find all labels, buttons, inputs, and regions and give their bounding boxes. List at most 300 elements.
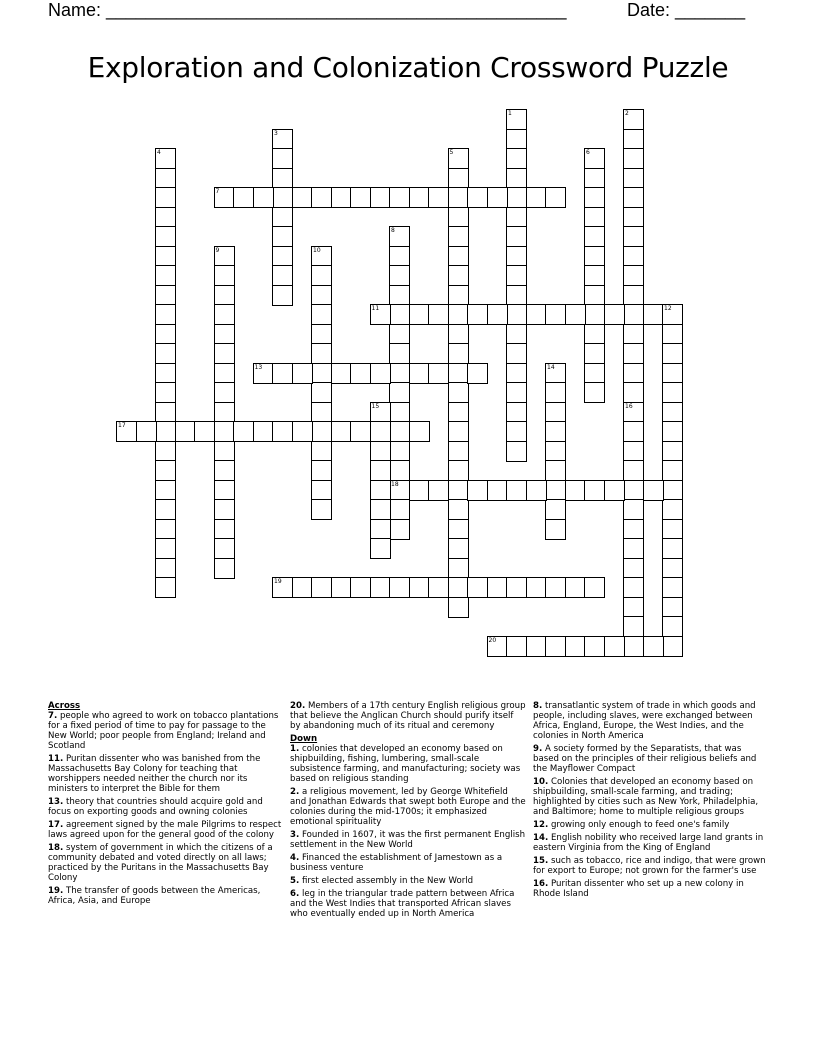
- grid-cell[interactable]: [565, 304, 586, 325]
- grid-cell[interactable]: [155, 207, 176, 228]
- grid-cell[interactable]: [545, 480, 566, 501]
- clue-number: 15: [371, 402, 380, 410]
- grid-cell[interactable]: [448, 597, 469, 618]
- grid-cell[interactable]: [389, 285, 410, 306]
- grid-cell[interactable]: [389, 304, 410, 325]
- grid-cell[interactable]: [448, 168, 469, 189]
- grid-cell[interactable]: [311, 421, 332, 442]
- grid-cell[interactable]: [272, 246, 293, 267]
- clue-text: theory that countries should acquire gold and focus on exporting goods and owning colonies: [48, 797, 263, 817]
- grid-cell[interactable]: [623, 519, 644, 540]
- grid-cell[interactable]: [428, 304, 449, 325]
- grid-cell[interactable]: [370, 538, 391, 559]
- grid-cell[interactable]: [311, 382, 332, 403]
- clue-number-label: 19.: [48, 886, 64, 896]
- grid-cell[interactable]: [155, 499, 176, 520]
- grid-cell[interactable]: [487, 187, 508, 208]
- grid-cell[interactable]: [604, 304, 625, 325]
- grid-cell[interactable]: [448, 187, 469, 208]
- grid-cell[interactable]: [448, 304, 469, 325]
- grid-cell[interactable]: [584, 285, 605, 306]
- grid-cell[interactable]: [545, 187, 566, 208]
- grid-cell[interactable]: [565, 480, 586, 501]
- grid-cell[interactable]: [545, 636, 566, 657]
- grid-cell[interactable]: [292, 577, 313, 598]
- grid-cell[interactable]: [623, 187, 644, 208]
- grid-cell[interactable]: [155, 343, 176, 364]
- clue-item: [48, 886, 284, 906]
- grid-cell[interactable]: [662, 460, 683, 481]
- grid-cell[interactable]: [311, 441, 332, 462]
- grid-cell[interactable]: [506, 421, 527, 442]
- grid-cell[interactable]: [662, 343, 683, 364]
- grid-cell[interactable]: [623, 382, 644, 403]
- grid-cell[interactable]: [214, 421, 235, 442]
- grid-cell[interactable]: [623, 480, 644, 501]
- grid-cell[interactable]: [506, 285, 527, 306]
- grid-cell[interactable]: [214, 265, 235, 286]
- grid-cell[interactable]: [194, 421, 215, 442]
- grid-cell[interactable]: [623, 226, 644, 247]
- grid-cell[interactable]: [253, 421, 274, 442]
- grid-cell[interactable]: [136, 421, 157, 442]
- grid-cell[interactable]: [448, 577, 469, 598]
- grid-cell[interactable]: [584, 343, 605, 364]
- clue-text: Puritan dissenter who set up a new colony in Rhode Island: [533, 879, 744, 899]
- grid-cell[interactable]: [311, 285, 332, 306]
- grid-cell[interactable]: [155, 441, 176, 462]
- grid-cell[interactable]: [370, 441, 391, 462]
- grid-cell[interactable]: [448, 402, 469, 423]
- grid-cell[interactable]: [214, 441, 235, 462]
- grid-cell[interactable]: [155, 324, 176, 345]
- grid-cell[interactable]: [155, 265, 176, 286]
- grid-cell[interactable]: [370, 460, 391, 481]
- grid-cell[interactable]: [623, 558, 644, 579]
- grid-cell[interactable]: [155, 577, 176, 598]
- grid-cell[interactable]: [584, 226, 605, 247]
- clue-number-label: 9.: [533, 744, 543, 754]
- grid-cell[interactable]: [350, 577, 371, 598]
- across-heading: Across: [48, 701, 81, 711]
- grid-cell[interactable]: [214, 519, 235, 540]
- grid-cell[interactable]: [467, 577, 488, 598]
- grid-cell[interactable]: [662, 558, 683, 579]
- grid-cell[interactable]: [448, 558, 469, 579]
- grid-cell[interactable]: [506, 168, 527, 189]
- clue-number: 13: [254, 363, 263, 371]
- grid-cell[interactable]: [526, 304, 547, 325]
- grid-cell[interactable]: [623, 499, 644, 520]
- grid-cell[interactable]: [662, 538, 683, 559]
- grid-cell[interactable]: [214, 402, 235, 423]
- grid-cell[interactable]: [506, 402, 527, 423]
- grid-cell[interactable]: [370, 421, 391, 442]
- grid-cell[interactable]: [389, 460, 410, 481]
- clue-number-label: 7.: [48, 711, 58, 721]
- clue-number-label: 6.: [290, 889, 300, 899]
- grid-cell[interactable]: [506, 265, 527, 286]
- grid-cell[interactable]: [233, 421, 254, 442]
- grid-cell[interactable]: [311, 187, 332, 208]
- grid-cell[interactable]: [389, 441, 410, 462]
- grid-cell[interactable]: [662, 324, 683, 345]
- grid-cell[interactable]: [584, 304, 605, 325]
- grid-cell[interactable]: [584, 382, 605, 403]
- grid-cell[interactable]: [623, 148, 644, 169]
- grid-cell[interactable]: [428, 577, 449, 598]
- grid-cell[interactable]: [623, 168, 644, 189]
- grid-cell[interactable]: [545, 499, 566, 520]
- grid-cell[interactable]: [623, 324, 644, 345]
- grid-cell[interactable]: [311, 460, 332, 481]
- clue-number: 9: [215, 246, 220, 254]
- clue-number-label: 16.: [533, 879, 549, 889]
- grid-cell[interactable]: [448, 207, 469, 228]
- grid-cell[interactable]: [506, 382, 527, 403]
- clue-text: Members of a 17th century English religious group that believe the Anglican Church should purify itself by abandoning much of its ritual and ceremony: [290, 701, 526, 731]
- grid-cell[interactable]: [448, 499, 469, 520]
- grid-cell[interactable]: [389, 187, 410, 208]
- grid-cell[interactable]: [506, 343, 527, 364]
- grid-cell[interactable]: [662, 480, 683, 501]
- grid-cell[interactable]: [389, 265, 410, 286]
- grid-cell[interactable]: [389, 421, 410, 442]
- grid-cell[interactable]: [662, 402, 683, 423]
- grid-cell[interactable]: [389, 246, 410, 267]
- clue-number: 2: [625, 110, 629, 117]
- clue-number: 18: [391, 480, 399, 488]
- grid-cell[interactable]: [506, 480, 527, 501]
- clue-number: 14: [547, 363, 555, 371]
- grid-cell[interactable]: [623, 246, 644, 267]
- grid-cell[interactable]: [545, 304, 566, 325]
- grid-cell[interactable]: [448, 382, 469, 403]
- grid-cell[interactable]: [155, 382, 176, 403]
- clues-column-1: [48, 701, 284, 909]
- clue-number: 7: [215, 188, 220, 195]
- grid-cell[interactable]: [409, 304, 430, 325]
- grid-cell[interactable]: [506, 304, 527, 325]
- grid-cell[interactable]: [662, 382, 683, 403]
- grid-cell[interactable]: [214, 480, 235, 501]
- grid-cell[interactable]: [272, 168, 293, 189]
- grid-cell[interactable]: [604, 636, 625, 657]
- grid-cell[interactable]: [272, 207, 293, 228]
- grid-cell[interactable]: [526, 636, 547, 657]
- grid-cell[interactable]: [448, 324, 469, 345]
- grid-cell[interactable]: [662, 636, 683, 657]
- grid-cell[interactable]: [662, 577, 683, 598]
- grid-cell[interactable]: [370, 577, 391, 598]
- grid-cell[interactable]: [506, 363, 527, 384]
- grid-cell[interactable]: [214, 558, 235, 579]
- clue-number: 17: [118, 422, 126, 429]
- grid-cell[interactable]: [350, 363, 371, 384]
- grid-cell[interactable]: [272, 187, 293, 208]
- grid-cell[interactable]: [155, 402, 176, 423]
- grid-cell[interactable]: [623, 538, 644, 559]
- clue-number-label: 12.: [533, 820, 549, 830]
- grid-cell[interactable]: [155, 460, 176, 481]
- grid-cell[interactable]: [272, 421, 293, 442]
- grid-cell[interactable]: [448, 363, 469, 384]
- grid-cell[interactable]: [155, 168, 176, 189]
- grid-cell[interactable]: [643, 480, 664, 501]
- grid-cell[interactable]: [155, 558, 176, 579]
- grid-cell[interactable]: [623, 207, 644, 228]
- grid-cell[interactable]: [623, 304, 644, 325]
- grid-cell[interactable]: [409, 421, 430, 442]
- grid-cell[interactable]: [662, 616, 683, 637]
- grid-cell[interactable]: [506, 577, 527, 598]
- grid-cell[interactable]: [311, 480, 332, 501]
- clue-text: growing only enough to feed one's family: [548, 820, 730, 830]
- grid-cell[interactable]: [506, 207, 527, 228]
- grid-cell[interactable]: [331, 187, 352, 208]
- grid-cell[interactable]: [506, 246, 527, 267]
- grid-cell[interactable]: [545, 441, 566, 462]
- grid-cell[interactable]: [272, 226, 293, 247]
- grid-cell[interactable]: [292, 421, 313, 442]
- grid-cell[interactable]: [584, 480, 605, 501]
- grid-cell[interactable]: [175, 421, 196, 442]
- clue-item: [533, 833, 769, 853]
- clue-number: 4: [157, 149, 161, 156]
- grid-cell[interactable]: [545, 382, 566, 403]
- clues-column-3: [533, 701, 769, 902]
- grid-cell[interactable]: [487, 577, 508, 598]
- grid-cell[interactable]: [623, 441, 644, 462]
- grid-cell[interactable]: [448, 343, 469, 364]
- grid-cell[interactable]: [389, 519, 410, 540]
- grid-cell[interactable]: [545, 421, 566, 442]
- grid-cell[interactable]: [448, 538, 469, 559]
- grid-cell[interactable]: [428, 480, 449, 501]
- grid-cell[interactable]: [155, 480, 176, 501]
- grid-cell[interactable]: [155, 304, 176, 325]
- grid-cell[interactable]: [214, 363, 235, 384]
- grid-cell[interactable]: [311, 499, 332, 520]
- grid-cell[interactable]: [662, 363, 683, 384]
- grid-cell[interactable]: [623, 285, 644, 306]
- grid-cell[interactable]: [584, 207, 605, 228]
- grid-cell[interactable]: [487, 304, 508, 325]
- grid-cell[interactable]: [448, 226, 469, 247]
- down-clue-list: [290, 744, 526, 919]
- clue-text: system of government in which the citizens of a community debated and voted directly on all laws; practiced by the Puritans in the Massachusetts Bay Colony: [48, 843, 273, 883]
- grid-cell[interactable]: [643, 304, 664, 325]
- grid-cell[interactable]: [623, 577, 644, 598]
- grid-cell[interactable]: [584, 168, 605, 189]
- grid-cell[interactable]: [467, 480, 488, 501]
- clue-number-label: 13.: [48, 797, 64, 807]
- grid-cell[interactable]: [214, 324, 235, 345]
- grid-cell[interactable]: [214, 285, 235, 306]
- grid-cell[interactable]: [623, 265, 644, 286]
- clue-number-label: 14.: [533, 833, 549, 843]
- grid-cell[interactable]: [370, 499, 391, 520]
- clue-number: 3: [274, 129, 278, 137]
- grid-cell[interactable]: [155, 538, 176, 559]
- grid-cell[interactable]: [350, 187, 371, 208]
- grid-cell[interactable]: [214, 460, 235, 481]
- grid-cell[interactable]: [331, 577, 352, 598]
- grid-cell[interactable]: [506, 226, 527, 247]
- grid-cell[interactable]: [584, 265, 605, 286]
- grid-cell[interactable]: [155, 421, 176, 442]
- grid-cell[interactable]: [311, 265, 332, 286]
- clue-text: a religious movement, led by George Whitefield and Jonathan Edwards that swept both Europe and the colonies during the mid-1700s; it emphasized emotional spirituality: [290, 787, 526, 827]
- grid-cell[interactable]: [292, 363, 313, 384]
- grid-cell[interactable]: [272, 148, 293, 169]
- grid-cell[interactable]: [506, 129, 527, 150]
- grid-cell[interactable]: [545, 460, 566, 481]
- grid-cell[interactable]: [448, 441, 469, 462]
- grid-cell[interactable]: [448, 265, 469, 286]
- grid-cell[interactable]: [448, 460, 469, 481]
- grid-cell[interactable]: [155, 285, 176, 306]
- grid-cell[interactable]: [584, 577, 605, 598]
- clue-item: [290, 853, 526, 873]
- clue-item: [290, 830, 526, 850]
- grid-cell[interactable]: [311, 363, 332, 384]
- grid-cell[interactable]: [448, 480, 469, 501]
- grid-cell[interactable]: [526, 187, 547, 208]
- grid-cell[interactable]: [467, 187, 488, 208]
- grid-cell[interactable]: [370, 363, 391, 384]
- grid-cell[interactable]: [155, 246, 176, 267]
- clue-text: leg in the triangular trade pattern between Africa and the West Indies that transported African slaves who eventually ended up in North America: [290, 889, 515, 919]
- grid-cell[interactable]: [311, 343, 332, 364]
- grid-cell[interactable]: [467, 363, 488, 384]
- grid-cell[interactable]: [214, 304, 235, 325]
- grid-cell[interactable]: [311, 577, 332, 598]
- grid-cell[interactable]: [545, 402, 566, 423]
- grid-cell[interactable]: [272, 285, 293, 306]
- grid-cell[interactable]: [604, 480, 625, 501]
- grid-cell[interactable]: [623, 460, 644, 481]
- grid-cell[interactable]: [370, 480, 391, 501]
- grid-cell[interactable]: [214, 538, 235, 559]
- grid-cell[interactable]: [565, 577, 586, 598]
- grid-cell[interactable]: [155, 187, 176, 208]
- grid-cell[interactable]: [155, 363, 176, 384]
- grid-cell[interactable]: [545, 577, 566, 598]
- grid-cell[interactable]: [155, 226, 176, 247]
- grid-cell[interactable]: [623, 363, 644, 384]
- grid-cell[interactable]: [272, 265, 293, 286]
- grid-cell[interactable]: [389, 577, 410, 598]
- grid-cell[interactable]: [584, 636, 605, 657]
- grid-cell[interactable]: [584, 246, 605, 267]
- grid-cell[interactable]: [662, 519, 683, 540]
- grid-cell[interactable]: [389, 343, 410, 364]
- grid-cell[interactable]: [311, 402, 332, 423]
- grid-cell[interactable]: [526, 480, 547, 501]
- grid-cell[interactable]: [643, 636, 664, 657]
- grid-cell[interactable]: [389, 382, 410, 403]
- grid-cell[interactable]: [662, 597, 683, 618]
- grid-cell[interactable]: [662, 441, 683, 462]
- grid-cell[interactable]: [331, 421, 352, 442]
- grid-cell[interactable]: [623, 129, 644, 150]
- clue-number-label: 18.: [48, 843, 64, 853]
- grid-cell[interactable]: [155, 519, 176, 540]
- grid-cell[interactable]: [253, 187, 274, 208]
- grid-cell[interactable]: [389, 324, 410, 345]
- grid-cell[interactable]: [448, 519, 469, 540]
- clue-number: 1: [508, 110, 512, 117]
- grid-cell[interactable]: [272, 363, 293, 384]
- grid-cell[interactable]: [311, 324, 332, 345]
- grid-cell[interactable]: [448, 285, 469, 306]
- grid-cell[interactable]: [662, 499, 683, 520]
- clues-column-2: [290, 701, 526, 922]
- grid-cell[interactable]: [584, 363, 605, 384]
- clue-item: [48, 711, 284, 751]
- grid-cell[interactable]: [409, 577, 430, 598]
- grid-cell[interactable]: [350, 421, 371, 442]
- grid-cell[interactable]: [311, 304, 332, 325]
- clue-number-label: 2.: [290, 787, 300, 797]
- clue-item: [290, 701, 526, 731]
- grid-cell[interactable]: [214, 382, 235, 403]
- grid-cell[interactable]: [214, 343, 235, 364]
- grid-cell[interactable]: [662, 421, 683, 442]
- grid-cell[interactable]: [448, 421, 469, 442]
- grid-cell[interactable]: [428, 187, 449, 208]
- grid-cell[interactable]: [623, 597, 644, 618]
- grid-cell[interactable]: [448, 246, 469, 267]
- grid-cell[interactable]: [584, 324, 605, 345]
- clue-item: [290, 889, 526, 919]
- grid-cell[interactable]: [370, 519, 391, 540]
- grid-cell[interactable]: [233, 187, 254, 208]
- grid-cell[interactable]: [370, 187, 391, 208]
- grid-cell[interactable]: [409, 363, 430, 384]
- grid-cell[interactable]: [506, 441, 527, 462]
- clue-number: 16: [625, 402, 633, 410]
- grid-cell[interactable]: [292, 187, 313, 208]
- grid-cell[interactable]: [565, 636, 586, 657]
- grid-cell[interactable]: [428, 363, 449, 384]
- grid-cell[interactable]: [506, 148, 527, 169]
- grid-cell[interactable]: [584, 187, 605, 208]
- grid-cell[interactable]: [506, 324, 527, 345]
- grid-cell[interactable]: [506, 636, 527, 657]
- grid-cell[interactable]: [526, 577, 547, 598]
- clue-text: colonies that developed an economy based on shipbuilding, fishing, lumbering, small-scale subsistence farming, and manufacturing; society was based on religious standing: [290, 744, 521, 784]
- grid-cell[interactable]: [467, 304, 488, 325]
- grid-cell[interactable]: [389, 499, 410, 520]
- grid-cell[interactable]: [409, 480, 430, 501]
- grid-cell[interactable]: [506, 187, 527, 208]
- grid-cell[interactable]: [487, 480, 508, 501]
- grid-cell[interactable]: [214, 499, 235, 520]
- grid-cell[interactable]: [623, 343, 644, 364]
- clue-number-label: 8.: [533, 701, 543, 711]
- grid-cell[interactable]: [389, 402, 410, 423]
- grid-cell[interactable]: [623, 616, 644, 637]
- clue-number: 19: [274, 578, 282, 585]
- grid-cell[interactable]: [389, 363, 410, 384]
- grid-cell[interactable]: [545, 519, 566, 540]
- grid-cell[interactable]: [409, 187, 430, 208]
- grid-cell[interactable]: [623, 421, 644, 442]
- grid-cell[interactable]: [331, 363, 352, 384]
- grid-cell[interactable]: [623, 636, 644, 657]
